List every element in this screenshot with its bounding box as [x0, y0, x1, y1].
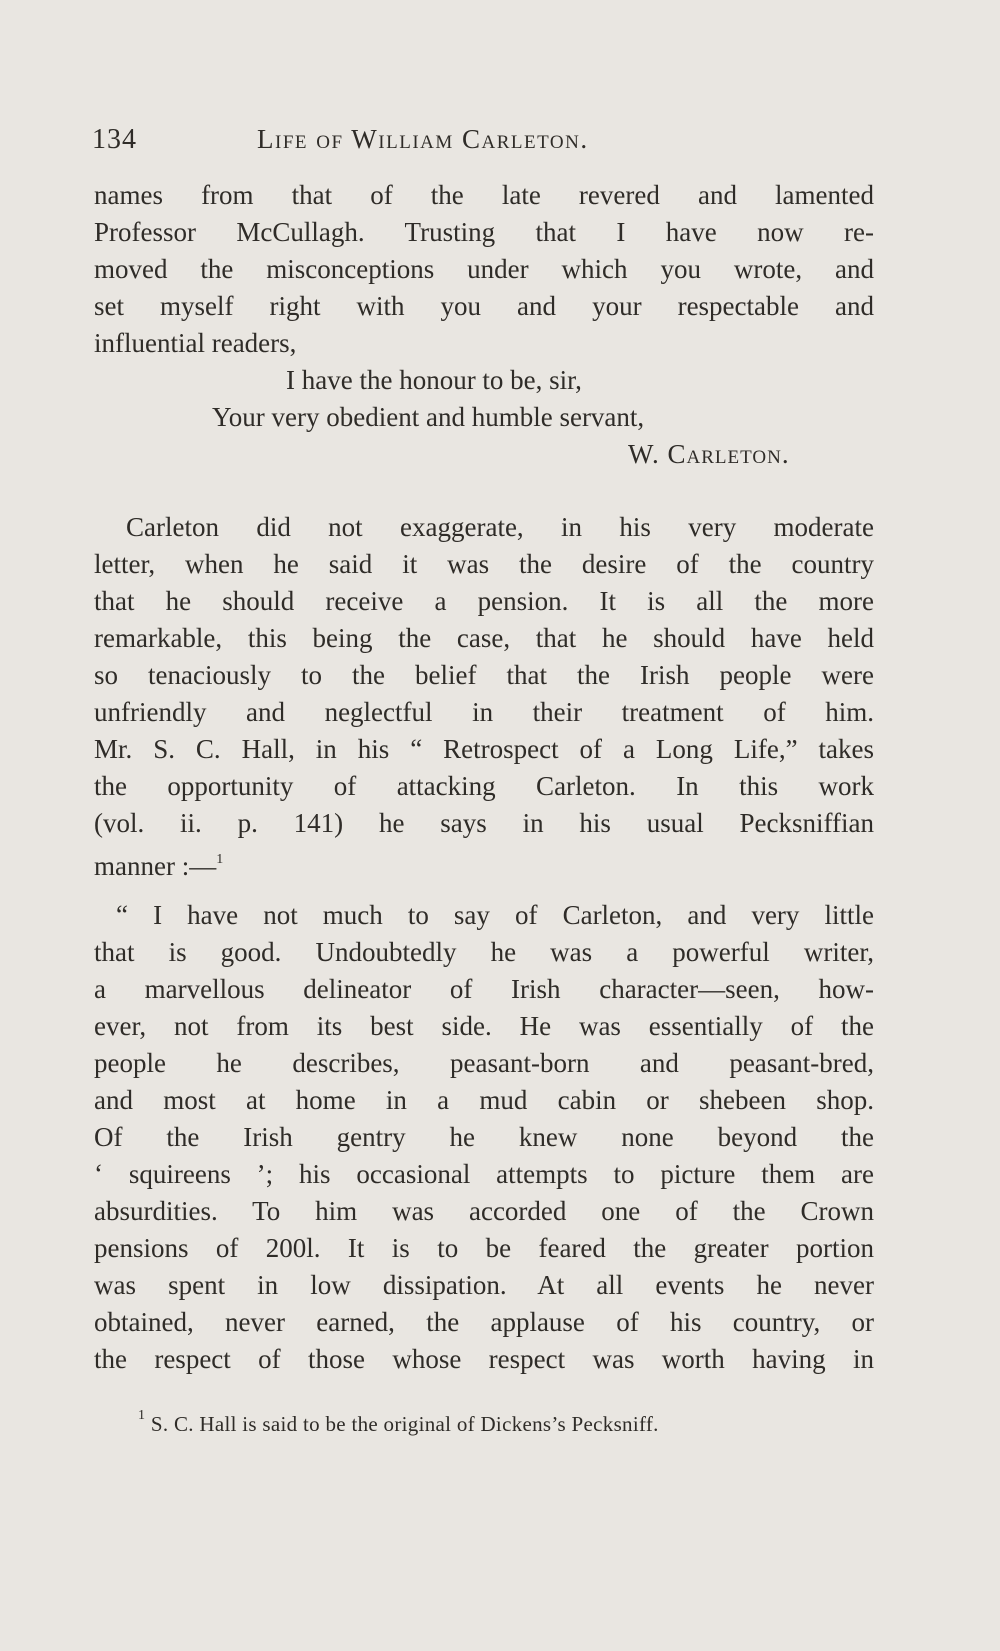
text-line: that he should receive a pension. It is all the more [94, 586, 874, 616]
footnote [138, 1400, 878, 1436]
signature: W. Carleton. [628, 439, 790, 469]
text-line: Professor McCullagh. Trusting that I have now re- [94, 217, 874, 247]
quote-line: that is good. Undoubtedly he was a powerful writer, [94, 937, 874, 967]
page-number: 134 [92, 124, 137, 155]
quote-line: Of the Irish gentry he knew none beyond the [94, 1122, 874, 1152]
quote-line: “ I have not much to say of Carleton, and very little [116, 900, 874, 930]
quote-line: a marvellous delineator of Irish character—seen, how- [94, 974, 874, 1004]
quote-line: obtained, never earned, the applause of his country, or [94, 1307, 874, 1337]
page-header [92, 118, 872, 166]
text-line: letter, when he said it was the desire of the country [94, 549, 874, 579]
text-line: Mr. S. C. Hall, in his “ Retrospect of a Long Life,” takes [94, 734, 874, 764]
footnote-reference: 1 [216, 852, 224, 867]
closing-line: Your very obedient and humble servant, [212, 402, 645, 432]
quote-line: the respect of those whose respect was worth having in [94, 1344, 874, 1374]
quote-line: ever, not from its best side. He was essentially of the [94, 1011, 874, 1041]
quote-line: pensions of 200l. It is to be feared the greater portion [94, 1233, 874, 1263]
quote-line: absurdities. To him was accorded one of the Crown [94, 1196, 874, 1226]
text-line: set myself right with you and your respectable and [94, 291, 874, 321]
text-line: names from that of the late revered and lamented [94, 180, 874, 210]
text-segment: manner :— [94, 851, 217, 881]
text-line: remarkable, this being the case, that he should have held [94, 623, 874, 653]
text-line: (vol. ii. p. 141) he says in his usual Pecksniffian [94, 808, 874, 838]
quote-line: ‘ squireens ’; his occasional attempts to picture them are [94, 1159, 874, 1189]
text-line [94, 841, 874, 879]
text-line: unfriendly and neglectful in their treatment of him. [94, 697, 874, 727]
footnote-text: S. C. Hall is said to be the original of Dickens’s Pecksniff. [150, 1412, 659, 1436]
quote-line: was spent in low dissipation. At all events he never [94, 1270, 874, 1300]
text-line: so tenaciously to the belief that the Irish people were [94, 660, 874, 690]
text-line: influential readers, [94, 328, 297, 358]
text-line: the opportunity of attacking Carleton. In this work [94, 771, 874, 801]
quote-line: and most at home in a mud cabin or shebeen shop. [94, 1085, 874, 1115]
footnote-mark: 1 [138, 1408, 146, 1423]
text-line: Carleton did not exaggerate, in his very moderate [126, 512, 874, 542]
text-line: moved the misconceptions under which you wrote, and [94, 254, 874, 284]
running-title: Life of William Carleton. [257, 124, 589, 154]
quote-line: people he describes, peasant-born and peasant-bred, [94, 1048, 874, 1078]
closing-line: I have the honour to be, sir, [286, 365, 582, 395]
